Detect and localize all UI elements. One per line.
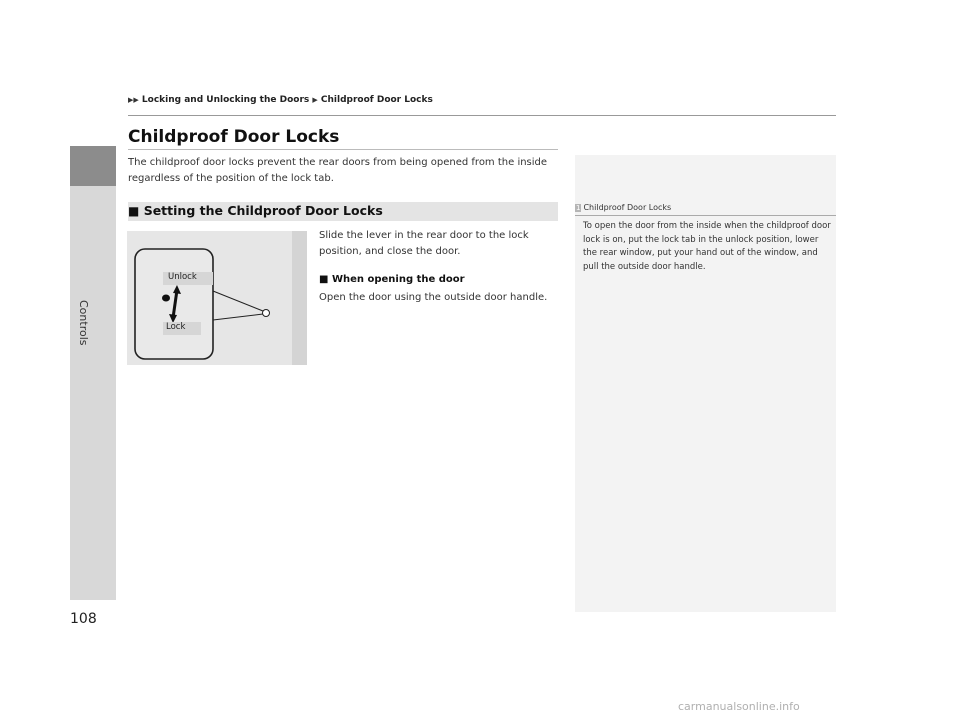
sub-paragraph: Open the door using the outside door handle. xyxy=(319,292,548,303)
callout-marker-icon xyxy=(263,310,270,317)
breadcrumb-separator-icon: ▶ xyxy=(312,96,318,104)
instruction-paragraph: Slide the lever in the rear door to the lock position, and close the door. xyxy=(319,230,529,257)
square-bullet-icon: ■ xyxy=(128,204,140,218)
note-number-badge: 1 xyxy=(576,204,581,212)
section-heading xyxy=(128,203,383,218)
breadcrumb-arrows-icon: ▶▶ xyxy=(128,96,139,104)
side-tab-marker xyxy=(70,146,116,186)
page-number: 108 xyxy=(70,611,97,627)
door-lever-drawing xyxy=(127,231,307,365)
section-heading-text: Setting the Childproof Door Locks xyxy=(143,203,383,218)
side-tab xyxy=(70,146,116,600)
side-tab-label: Controls xyxy=(77,300,90,346)
lever-knob xyxy=(162,295,170,302)
page-title: Childproof Door Locks xyxy=(128,127,340,147)
callout-line-top xyxy=(213,291,263,311)
sub-heading xyxy=(319,274,465,285)
breadcrumb-item-locking[interactable]: Locking and Unlocking the Doors xyxy=(141,95,310,105)
breadcrumb xyxy=(128,95,433,105)
note-title: Childproof Door Locks xyxy=(583,203,672,212)
title-divider xyxy=(128,149,558,150)
watermark: carmanualsonline.info xyxy=(678,700,800,713)
note-heading xyxy=(575,203,671,212)
door-edge xyxy=(292,231,307,365)
note-text: To open the door from the inside when the childproof door lock is on, put the lock tab in the unlock position, lower the rear window, put your hand out of the window, and pull the outside door handle. xyxy=(583,221,831,272)
breadcrumb-item-childproof[interactable]: Childproof Door Locks xyxy=(320,95,433,105)
header-divider xyxy=(128,115,836,116)
sub-heading-text: When opening the door xyxy=(331,274,465,285)
square-bullet-icon: ■ xyxy=(319,274,329,285)
unlock-label: Unlock xyxy=(165,272,200,282)
note-divider xyxy=(575,215,836,216)
lock-label: Lock xyxy=(163,322,188,332)
callout-line-bottom xyxy=(213,314,263,320)
door-lock-illustration xyxy=(127,231,307,365)
intro-paragraph: The childproof door locks prevent the rear doors from being opened from the inside regardless of the position of the lock tab. xyxy=(128,157,548,184)
